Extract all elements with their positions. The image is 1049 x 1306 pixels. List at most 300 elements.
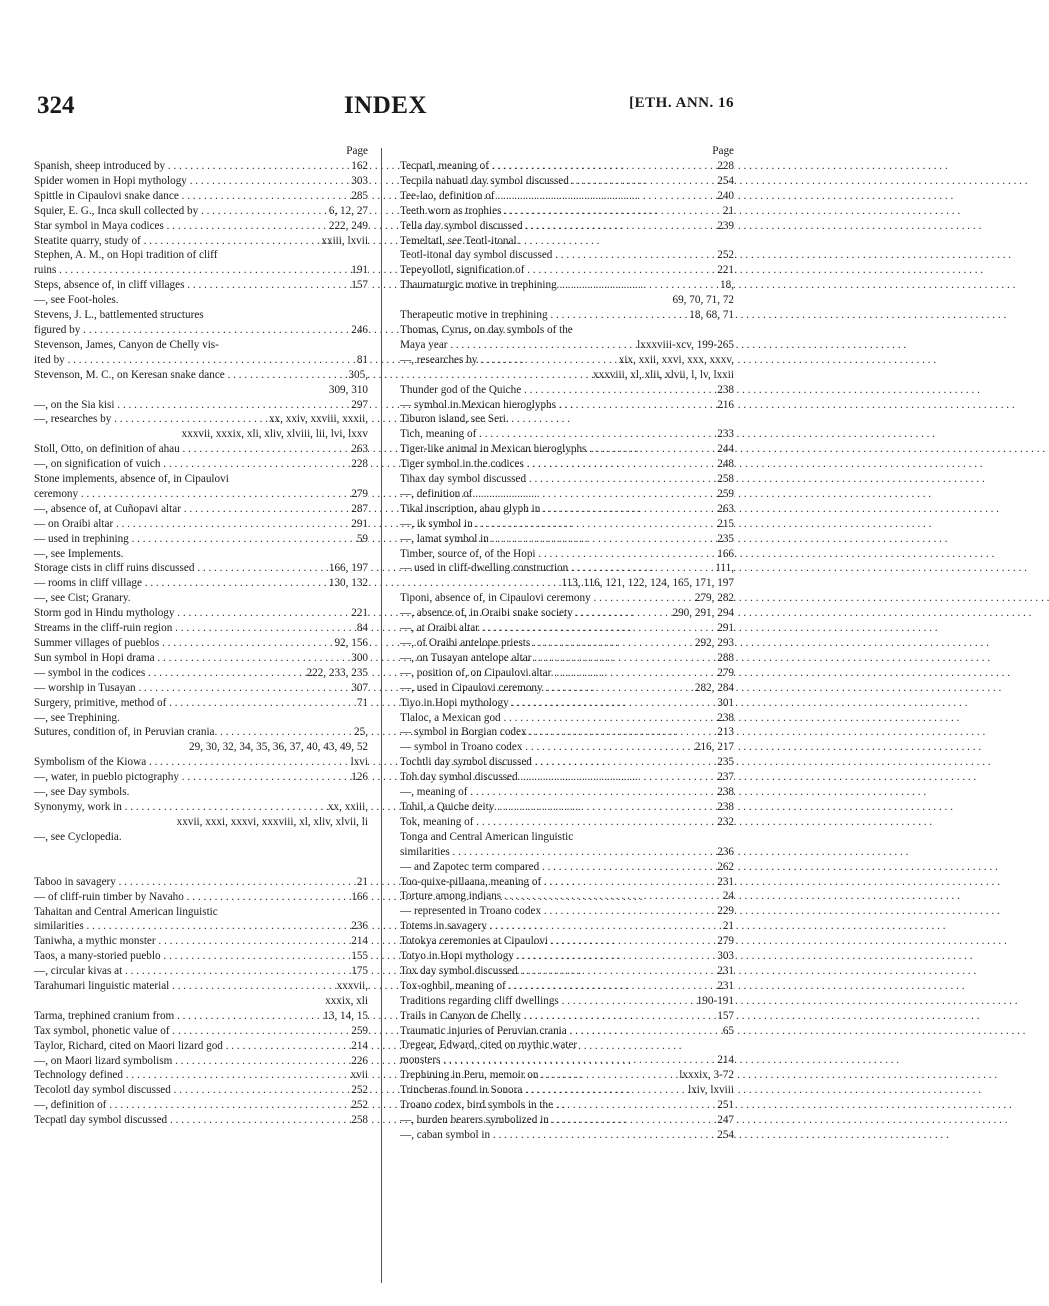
index-entry-text: monsters . . . (411, 1053, 734, 1068)
index-entry (400, 338, 734, 353)
index-entry-text: Star symbol in Maya codices . . . (45, 219, 368, 234)
index-entry-text: — used in trephining . . . (45, 532, 368, 547)
index-entry (34, 1083, 368, 1098)
index-entry-text: Tahaitan and Central American linguistic (34, 905, 218, 918)
index-entry-text: Trephining in Peru, memoir on . . . (411, 1068, 734, 1083)
index-entry-text: —, on Maori lizard symbolism . . . (45, 1054, 368, 1069)
index-entry-page: 307 (351, 681, 368, 694)
index-entry (34, 1054, 368, 1069)
index-entry (400, 1068, 734, 1083)
index-entry-text: Tihax day symbol discussed . . . (411, 472, 734, 487)
index-entry (34, 457, 368, 472)
index-entry-page: 231 (717, 964, 734, 977)
index-entry-text: Spittle in Cipaulovi snake dance . . . (45, 189, 368, 204)
index-entry-text: Traumatic injuries of Peruvian crania . . . (411, 1024, 734, 1039)
index-entry (400, 502, 734, 517)
index-entry-page: 155 (351, 950, 368, 963)
index-entry-page: 282, 284 (694, 681, 734, 694)
index-entry-page: 238 (717, 383, 734, 396)
index-entry (400, 517, 734, 532)
index-entry-page: 92, 156 (334, 637, 368, 649)
index-entry-page: 238 (717, 786, 734, 799)
index-entry-page: 216 (717, 398, 734, 411)
index-entry-text: — symbol in Troano codex . . . (411, 740, 734, 755)
index-entry-text: Teeth worn as trophies . . . (411, 204, 734, 219)
index-entry-text: —, see Foot-holes. (34, 294, 119, 307)
index-entry-page: 290, 291, 294 (672, 607, 734, 620)
index-entry (34, 875, 368, 890)
index-entry (400, 308, 734, 323)
index-entry-text: Tecpila nahuatl day symbol discussed . . . (411, 174, 734, 189)
index-entry (34, 159, 368, 174)
index-entry-page: 258 (351, 1114, 368, 1127)
index-entry-page: 190-191 (696, 994, 734, 1007)
index-entry (400, 1009, 734, 1024)
index-entry (34, 502, 368, 517)
index-entry-page: lxvi (350, 756, 368, 769)
index-entry (34, 651, 368, 666)
index-entry (34, 621, 368, 636)
index-entry (400, 621, 734, 636)
index-entry (400, 159, 734, 174)
index-entry-text: Storage cists in cliff ruins discussed . . . (45, 561, 368, 576)
index-entry-text: Stevenson, James, Canyon de Chelly vis- (34, 338, 219, 351)
index-entry (400, 383, 734, 398)
index-entry (400, 636, 734, 651)
index-entry-page: 232 (717, 815, 734, 828)
index-entry-page: 166, 197 (328, 562, 368, 575)
index-entry-page: 215 (717, 517, 734, 530)
index-entry-page: 6, 12, 27 (328, 204, 368, 217)
page-title: INDEX (343, 92, 428, 119)
index-entry (34, 591, 368, 606)
index-entry-text: Symbolism of the Kiowa . . . (45, 755, 368, 770)
index-entry (400, 532, 734, 547)
index-entry-text: similarities . . . (45, 919, 368, 934)
index-entry-continuation: xxxviii, xl, xlii, xlvii, l, lv, lxxii (593, 368, 734, 381)
index-entry (34, 711, 368, 726)
index-entry-text: Too-quixe-pillaana, meaning of . . . (411, 875, 734, 890)
index-entry (400, 219, 734, 234)
index-entry-page: 13, 14, 15 (323, 1009, 368, 1022)
index-entry (34, 308, 368, 323)
index-entry-text: Thunder god of the Quiche . . . (411, 383, 734, 398)
index-entry-list (34, 159, 368, 1128)
index-entry-text: Therapeutic motive in trephining . . . (411, 308, 734, 323)
index-entry-page: 291 (717, 622, 734, 635)
index-entry-page: 252 (717, 249, 734, 262)
index-entry-text: —, position of, on Cipaulovi altar . . . (411, 666, 734, 681)
index-entry-page: 21 (722, 920, 734, 933)
index-entry (400, 815, 734, 830)
index-entry (34, 532, 368, 547)
index-entry (400, 442, 734, 457)
index-entry-text: Tok, meaning of . . . (411, 815, 734, 830)
index-entry (400, 770, 734, 785)
index-entry (400, 457, 734, 472)
index-entry (400, 1024, 734, 1039)
index-entry-text: ceremony . . . (45, 487, 368, 502)
page-column-label: Page (346, 145, 368, 157)
index-entry-page: 214 (717, 1054, 734, 1067)
index-entry (400, 323, 734, 338)
index-entry (400, 1083, 734, 1098)
index-entry-text: Tiger symbol in the codices . . . (411, 457, 734, 472)
index-entry-page: 303 (717, 950, 734, 963)
index-entry-page: 18, (720, 279, 734, 292)
index-entry-text: Spider women in Hopi mythology . . . (45, 174, 368, 189)
index-entry-page: 238 (717, 800, 734, 813)
index-entry-text: Teotl-itonal day symbol discussed . . . (411, 248, 734, 263)
index-entry-page: 126 (351, 771, 368, 784)
index-entry-text: Tonga and Central American linguistic (400, 830, 574, 843)
index-entry-continuation: xxvii, xxxi, xxxvi, xxxviii, xl, xliv, xlvii, li (176, 815, 368, 828)
index-entry-text: Stevens, J. L., battlemented structures (34, 309, 204, 322)
index-entry-page: 191 (351, 264, 368, 277)
index-entry-text: —, caban symbol in . . . (411, 1128, 734, 1143)
index-entry-text: Tlaloc, a Mexican god . . . (411, 711, 734, 726)
page-column-label: Page (712, 145, 734, 157)
index-entry (34, 755, 368, 770)
index-entry-page: xx, xxiv, xxviii, xxxii, (268, 413, 368, 426)
index-column-left (34, 144, 368, 1128)
index-entry (34, 189, 368, 204)
index-entry-text: —, definition of . . . (411, 487, 734, 502)
index-entry-text: Tarahumari linguistic material . . . (45, 979, 368, 994)
index-entry-page: 251 (717, 1099, 734, 1112)
index-entry-text: Traditions regarding cliff dwellings . . . (411, 994, 734, 1009)
index-entry-text: Summer villages of pueblos . . . (45, 636, 368, 651)
index-entry (400, 487, 734, 502)
index-entry-text: —, researches by . . . (411, 353, 734, 368)
index-entry-page: xxiii, lxvii (321, 234, 368, 247)
index-entry-text: — and Zapotec term compared . . . (411, 860, 734, 875)
index-entry-page: 303 (351, 174, 368, 187)
index-entry (34, 517, 368, 532)
index-entry (400, 412, 734, 427)
index-entry-page: 157 (717, 1009, 734, 1022)
index-entry (34, 278, 368, 293)
index-entry-text: Tecpatl, meaning of . . . (411, 159, 734, 174)
index-entry-text: Sun symbol in Hopi drama . . . (45, 651, 368, 666)
index-entry-page: 236 (717, 845, 734, 858)
index-entry-text: Toh day symbol discussed . . . (411, 770, 734, 785)
index-entry (400, 263, 734, 278)
index-entry (34, 1113, 368, 1128)
index-entry-page: lxxxix, 3-72 (679, 1069, 734, 1082)
index-entry-page: 222, 233, 235 (306, 666, 368, 679)
index-entry-text: Maya year . . . (411, 338, 734, 353)
index-entry-text: Thomas, Cyrus, on day symbols of the (400, 323, 573, 336)
index-entry-text: Tikal inscription, ahau glyph in . . . (411, 502, 734, 517)
index-entry-page: 228 (717, 160, 734, 172)
index-entry (34, 681, 368, 696)
index-entry-page: 111, (715, 562, 734, 575)
index-entry (400, 860, 734, 875)
index-entry-page: 84 (356, 622, 368, 635)
index-entry (400, 994, 734, 1009)
index-entry-page: 279 (717, 935, 734, 948)
index-entry-text: —, water, in pueblo pictography . . . (45, 770, 368, 785)
index-entry-text: — symbol in the codices . . . (45, 666, 368, 681)
index-entry (34, 547, 368, 562)
index-entry-text: — symbol in Borgian codex . . . (411, 725, 734, 740)
index-entry (34, 398, 368, 413)
index-entry-page: 21 (722, 204, 734, 217)
index-entry-page: 240 (717, 189, 734, 202)
index-entry-text: ited by . . . (45, 353, 368, 368)
index-entry-text: Tecpatl day symbol discussed . . . (45, 1113, 368, 1128)
index-entry-page: 226 (351, 1054, 368, 1067)
index-entry (34, 979, 368, 994)
index-entry-text: —, meaning of . . . (411, 785, 734, 800)
index-entry (34, 442, 368, 457)
index-entry-text: Troano codex, bird symbols in the . . . (411, 1098, 734, 1113)
index-entry-continuation: xxxvii, xxxix, xli, xliv, xlviii, lii, lvi, lxxv (181, 428, 368, 441)
index-entry-text: Tohil, a Quiche deity . . . (411, 800, 734, 815)
index-entry-text: Tiger-like animal in Mexican hieroglyphs . . . (411, 442, 734, 457)
index-entry-text: Timber, source of, of the Hopi . . . (411, 547, 734, 562)
index-entry-text: —, see Day symbols. (34, 786, 130, 799)
index-entry-page: 258 (717, 473, 734, 486)
index-entry-text: Tich, meaning of . . . (411, 427, 734, 442)
index-entry-page: 157 (351, 279, 368, 292)
index-entry-text: Torture among indians . . . (411, 889, 734, 904)
index-entry-page: 246 (351, 323, 368, 336)
index-entry-text: —, definition of . . . (45, 1098, 368, 1113)
index-entry-page: 71 (356, 696, 368, 709)
index-entry (34, 412, 368, 427)
index-entry-text: —, used in Cipaulovi ceremony . . . (411, 681, 734, 696)
index-entry-text: Tochtli day symbol discussed . . . (411, 755, 734, 770)
index-entry-page: 166 (351, 890, 368, 903)
index-entry (400, 547, 734, 562)
index-entry-text: Tax symbol, phonetic value of . . . (45, 1024, 368, 1039)
index-entry-page: 254 (717, 1128, 734, 1141)
index-entry (400, 934, 734, 949)
index-entry-page: 259 (351, 1024, 368, 1037)
index-entry-page: 229 (717, 905, 734, 918)
index-entry-text: — of cliff-ruin timber by Navaho . . . (45, 890, 368, 905)
index-entry (400, 472, 734, 487)
index-entry-page: 239 (717, 219, 734, 232)
index-entry-text: Trails in Canyon de Chelly . . . (411, 1009, 734, 1024)
index-entry-text: Tepeyollotl, signification of . . . (411, 263, 734, 278)
index-entry (400, 919, 734, 934)
index-entry (400, 248, 734, 263)
index-entry-text: Squier, E. G., Inca skull collected by . . . (45, 204, 368, 219)
index-entry-page: 233 (717, 428, 734, 441)
index-entry-text: Taboo in savagery . . . (45, 875, 368, 890)
index-entry-text: Technology defined . . . (45, 1068, 368, 1083)
index-entry-text: —, absence of, in Oraibi snake society . . . (411, 606, 734, 621)
running-header (37, 92, 734, 122)
index-entry-page: 130, 132 (328, 577, 368, 590)
index-entry-text: —, lamat symbol in . . . (411, 532, 734, 547)
index-entry (400, 785, 734, 800)
index-entry-page: 301 (717, 696, 734, 709)
index-entry-page: 262 (717, 860, 734, 873)
index-entry (400, 755, 734, 770)
index-entry-page: 162 (351, 160, 368, 172)
index-entry-text: Tox-oghbil, meaning of . . . (411, 979, 734, 994)
index-entry (400, 711, 734, 726)
index-entry-page: 21 (356, 875, 368, 888)
index-entry-page: 288 (717, 651, 734, 664)
index-entry (400, 561, 734, 576)
index-entry (34, 248, 368, 263)
index-entry-page: 252 (351, 1099, 368, 1112)
index-entry-text: —, absence of, at Cuñopavi altar . . . (45, 502, 368, 517)
index-entry (400, 234, 734, 249)
index-entry (400, 1053, 734, 1068)
index-entry (34, 606, 368, 621)
index-entry-text: Stephen, A. M., on Hopi tradition of cliff (34, 249, 218, 262)
index-entry (400, 696, 734, 711)
index-entry-text: —, researches by . . . (45, 412, 368, 427)
index-entry (34, 696, 368, 711)
index-entry (400, 591, 734, 606)
index-entry (400, 174, 734, 189)
index-entry (34, 1068, 368, 1083)
index-entry-text: — used in cliff-dwelling construction . . . (411, 561, 734, 576)
index-entry-page: 259 (717, 487, 734, 500)
index-entry-page: 213 (717, 726, 734, 739)
index-entry-text: —, ik symbol in . . . (411, 517, 734, 532)
index-entry (34, 576, 368, 591)
index-entry-text: Tella day symbol discussed . . . (411, 219, 734, 234)
index-entry-text: —, see Cyclopedia. (34, 830, 122, 843)
index-entry-text: Steps, absence of, in cliff villages . . . (45, 278, 368, 293)
index-entry (400, 606, 734, 621)
index-entry-text: —, on the Sia kisi . . . (45, 398, 368, 413)
index-entry-page: 81 (356, 353, 368, 366)
index-entry-text: — represented in Troano codex . . . (411, 904, 734, 919)
index-entry-text: — rooms in cliff village . . . (45, 576, 368, 591)
index-entry (34, 338, 368, 353)
index-entry-page: 287 (351, 502, 368, 515)
index-entry-page: 65 (722, 1024, 734, 1037)
index-entry-text: —, see Implements. (34, 547, 124, 560)
index-entry (34, 666, 368, 681)
index-entry (34, 919, 368, 934)
index-entry-text: Storm god in Hindu mythology . . . (45, 606, 368, 621)
index-entry (34, 725, 368, 740)
index-entry-text: Taniwha, a mythic monster . . . (45, 934, 368, 949)
index-entry-text: —, see Cist; Granary. (34, 592, 131, 605)
index-entry-page: 285 (351, 189, 368, 202)
index-entry-page: 248 (717, 458, 734, 471)
index-entry (400, 427, 734, 442)
index-entry-text: Taylor, Richard, cited on Maori lizard god . . . (45, 1039, 368, 1054)
index-entry-continuation: 69, 70, 71, 72 (672, 294, 734, 307)
index-entry-page: 221 (351, 607, 368, 620)
index-entry-page: 214 (351, 1039, 368, 1052)
index-entry-text: figured by . . . (45, 323, 368, 338)
index-entry-page: 221 (717, 264, 734, 277)
index-entry-list (400, 159, 734, 1143)
index-entry-page: 216, 217 (694, 741, 734, 754)
index-entry (34, 1009, 368, 1024)
index-entry-page: 279, 282 (694, 592, 734, 605)
index-entry-text: Tiburon island, see Seri. (400, 413, 509, 426)
index-entry (34, 323, 368, 338)
index-entry-continuation: 113, 116, 121, 122, 124, 165, 171, 197 (561, 577, 734, 590)
index-entry (34, 770, 368, 785)
index-entry (400, 845, 734, 860)
index-entry-text: —, circular kivas at . . . (45, 964, 368, 979)
index-entry (400, 278, 734, 293)
index-entry-page: 231 (717, 875, 734, 888)
index-entry (400, 725, 734, 740)
index-entry-page: 297 (351, 398, 368, 411)
index-entry (400, 189, 734, 204)
index-entry (34, 890, 368, 905)
index-entry-page: 214 (351, 935, 368, 948)
index-entry-text: Stoll, Otto, on definition of ahau . . . (45, 442, 368, 457)
index-entry-continuation: 29, 30, 32, 34, 35, 36, 37, 40, 43, 49, 52 (189, 741, 368, 754)
index-entry (34, 561, 368, 576)
index-entry (400, 353, 734, 368)
index-entry-text: Steatite quarry, study of . . . (45, 234, 368, 249)
index-entry-text: Stone implements, absence of, in Cipaulovi (34, 473, 229, 486)
index-entry-page: 263 (351, 443, 368, 456)
index-entry-text: similarities . . . (411, 845, 734, 860)
index-entry-text: ruins . . . (45, 263, 368, 278)
index-entry (34, 263, 368, 278)
index-entry (34, 293, 368, 308)
index-entry (400, 1128, 734, 1143)
index-entry (34, 487, 368, 502)
running-head: [ETH. ANN. 16 (629, 95, 734, 111)
index-entry (34, 368, 368, 383)
index-entry-page: 222, 249 (328, 219, 368, 232)
index-entry-page: 247 (717, 1114, 734, 1126)
index-entry-page: 263 (717, 502, 734, 515)
index-entry-page: 238 (717, 711, 734, 724)
index-entry (400, 651, 734, 666)
index-entry-page: 252 (351, 1084, 368, 1097)
index-entry-text: —, on signification of vuich . . . (45, 457, 368, 472)
index-entry-text: Stevenson, M. C., on Keresan snake dance . . . (45, 368, 368, 383)
index-entry-page: 235 (717, 756, 734, 769)
index-entry (34, 472, 368, 487)
index-entry-continuation: 309, 310 (328, 383, 368, 396)
index-entry-page: 231 (717, 979, 734, 992)
index-entry-page: 291 (351, 517, 368, 530)
index-entry-text: Trincheras found in Sonora . . . (411, 1083, 734, 1098)
index-entry-page: 236 (351, 920, 368, 933)
index-entry (400, 949, 734, 964)
index-entry-text: Tiponi, absence of, in Cipaulovi ceremony . . . (411, 591, 734, 606)
index-entry (400, 681, 734, 696)
index-entry-page: lxxxviii-xcv, 199-265 (637, 338, 734, 351)
index-entry-text: Totems in savagery . . . (411, 919, 734, 934)
section-gap (34, 860, 368, 875)
index-entry (400, 830, 734, 845)
index-entry (400, 1038, 734, 1053)
index-entry (34, 234, 368, 249)
index-entry-text: Spanish, sheep introduced by . . . (45, 159, 368, 174)
index-entry-text: Taos, a many-storied pueblo . . . (45, 949, 368, 964)
index-entry (34, 204, 368, 219)
index-entry-text: — worship in Tusayan . . . (45, 681, 368, 696)
section-gap (34, 845, 368, 860)
index-entry-text: — symbol in Mexican hieroglyphs . . . (411, 398, 734, 413)
column-divider (381, 148, 382, 1283)
index-entry (400, 1098, 734, 1113)
index-entry-text: Tecolotl day symbol discussed . . . (45, 1083, 368, 1098)
